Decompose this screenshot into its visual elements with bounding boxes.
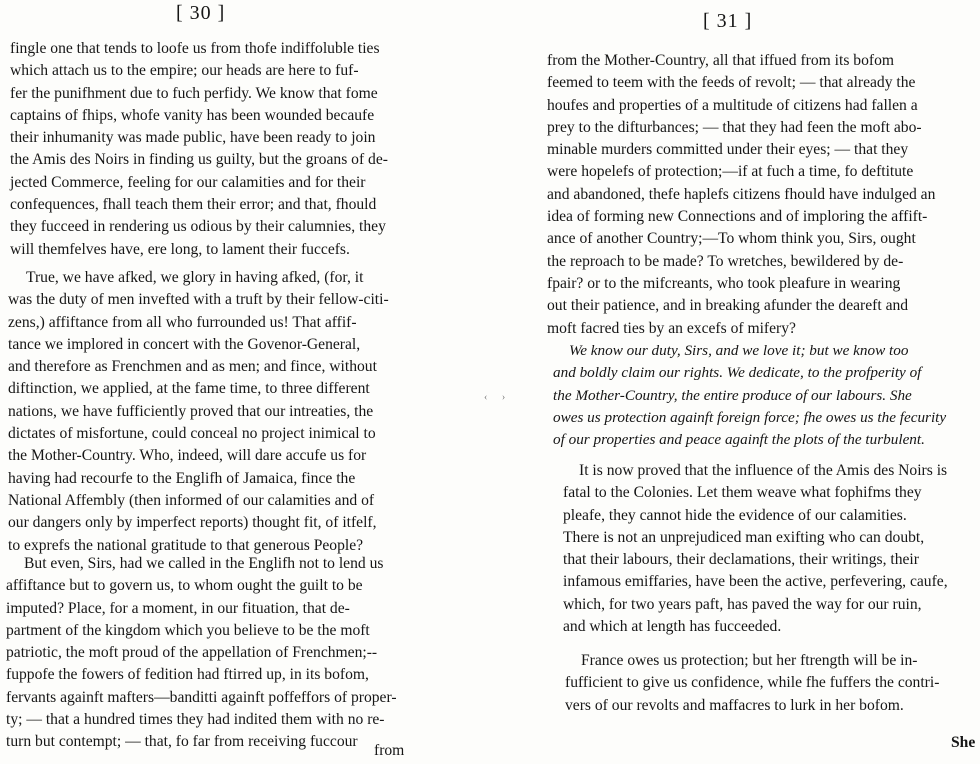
text-line: ance of another Country;—To whom think you, Sirs, ought (547, 230, 916, 248)
left-catchword: from (374, 742, 405, 759)
text-line: moft facred ties by an excefs of mifery? (547, 319, 796, 337)
text-line: their inhumanity was made public, have been ready to join (10, 129, 376, 147)
right-paragraph-4 (565, 650, 965, 717)
text-line: imputed? Place, for a moment, in our fituation, that de- (6, 599, 350, 617)
left-page (0, 0, 470, 764)
text-line: minable murders committed under their eyes; — that they (547, 141, 909, 159)
right-page-number: [ 31 ] (703, 10, 753, 32)
text-line: will themfelves have, ere long, to lament their fuccefs. (10, 240, 350, 258)
text-line: that their labours, their declamations, their writings, their (563, 551, 919, 569)
text-line: There is not an unprejudiced man exifting who can doubt, (563, 528, 925, 546)
text-line: zens,) affiftance from all who furrounded us! That affif- (8, 313, 357, 331)
text-line: fatal to the Colonies. Let them weave what fophifms they (563, 484, 922, 502)
text-line: was the duty of men invefted with a truft by their fellow-citi- (8, 291, 389, 309)
text-line: affiftance but to govern us, to whom ought the guilt to be (6, 577, 363, 595)
text-line: captains of fhips, whofe vanity has been wounded becaufe (10, 106, 375, 124)
text-line: the Mother-Country. Who, indeed, will dare accufe us for (8, 447, 367, 465)
text-line: National Affembly (then informed of our calamities and of (8, 491, 375, 509)
text-line: fuppofe the fowers of fedition had ftirred up, in its bofom, (6, 666, 369, 684)
text-line: France owes us protection; but her ftrength will be in- (581, 652, 918, 669)
text-line: It is now proved that the influence of the Amis des Noirs is (579, 462, 948, 479)
left-page-number: [ 30 ] (176, 2, 226, 24)
text-line: houfes and properties of a multitude of citizens had fallen a (547, 96, 918, 114)
text-line: and therefore as Frenchmen and as men; and fince, without (8, 358, 377, 376)
text-line: fpair? or to the mifcreants, who took pleafure in wearing (547, 274, 901, 292)
text-line: turn but contempt; — that, fo far from receiving fuccour (6, 733, 358, 751)
text-line: prey to the difturbances; — that they had feen the moft abo- (547, 118, 922, 136)
left-paragraph-2 (8, 267, 412, 557)
text-line: fervants againft mafters—banditti againft poffeffors of proper- (6, 688, 397, 706)
text-line: and boldly claim our rights. We dedicate, to the profperity of (553, 364, 922, 382)
text-line: nations, we have fufficiently proved that our intreaties, the (8, 402, 374, 420)
right-paragraph-3 (563, 460, 965, 638)
text-line: fingle one that tends to loofe us from thofe indiffoluble ties (10, 40, 380, 57)
right-catchword: She (951, 734, 976, 751)
text-line: owes us protection againft foreign force; fhe owes us the fecurity (553, 408, 947, 426)
gutter-mark: ‹ › (484, 392, 512, 403)
text-line: and abandoned, thefe haplefs citizens fhould have indulged an (547, 185, 936, 203)
text-line: our dangers only by imperfect reports) thought fit, of itfelf, (8, 514, 377, 532)
text-line: idea of forming new Connections and of imploring the affift- (547, 208, 928, 226)
right-page (505, 0, 980, 764)
text-line: confequences, fhall teach them their error; and that, fhould (10, 196, 377, 214)
text-line: were hopelefs of protection;—if at fuch a time, fo deftitute (547, 163, 914, 181)
text-line: But even, Sirs, had we called in the Englifh not to lend us (24, 555, 384, 572)
text-line: and which at length has fucceeded. (563, 618, 782, 636)
right-paragraph-2 (553, 340, 960, 451)
text-line: vers of our revolts and maffacres to lurk in her bofom. (565, 696, 904, 714)
text-line: We know our duty, Sirs, and we love it; but we know too (569, 342, 909, 359)
text-line: fer the punifhment due to fuch perfidy. We know that fome (10, 84, 378, 102)
text-line: the Amis des Noirs in finding us guilty, but the groans of de- (10, 151, 388, 169)
text-line: of our properties and peace againft the plots of the turbulent. (553, 431, 925, 449)
text-line: ty; — that a hundred times they had indited them with no re- (6, 711, 385, 729)
text-line: they fucceed in rendering us odious by their calumnies, they (10, 218, 386, 236)
text-line: the Mother-Country, the entire produce of our labours. She (553, 386, 912, 404)
right-paragraph-1 (547, 50, 949, 340)
text-line: from the Mother-Country, all that iffued from its bofom (547, 52, 895, 69)
text-line: the reproach to be made? To wretches, bewildered by de- (547, 252, 904, 270)
text-line: fufficient to give us confidence, while fhe fuffers the contri- (565, 674, 940, 692)
text-line: pleafe, they cannot hide the evidence of our calamities. (563, 506, 907, 524)
text-line: out their patience, and in breaking afunder the deareft and (547, 297, 909, 315)
text-line: tance we implored in concert with the Govenor-General, (8, 335, 361, 353)
text-line: jected Commerce, feeling for our calamities and for their (10, 173, 366, 191)
text-line: which attach us to the empire; our heads are here to fuf- (10, 62, 359, 80)
text-line: having had recourfe to the Englifh of Jamaica, fince the (8, 469, 356, 487)
text-line: partment of the kingdom which you believe to be the moft (6, 621, 370, 639)
text-line: dictates of misfortune, could conceal no project inimical to (8, 425, 376, 443)
text-line: which, for two years paft, has paved the way for our ruin, (563, 595, 922, 613)
text-line: patriotic, the moft proud of the appellation of Frenchmen;-- (6, 644, 378, 662)
left-paragraph-1 (10, 38, 414, 261)
text-line: True, we have afked, we glory in having afked, (for, it (26, 269, 364, 286)
text-line: to exprefs the national gratitude to that generous People? (8, 536, 364, 554)
text-line: diftinction, we applied, at the fame time, to three different (8, 380, 370, 398)
left-paragraph-3 (6, 553, 410, 754)
text-line: infamous emiffaries, have been the active, perfevering, caufe, (563, 573, 948, 591)
text-line: feemed to teem with the feeds of revolt; — that already the (547, 74, 916, 92)
